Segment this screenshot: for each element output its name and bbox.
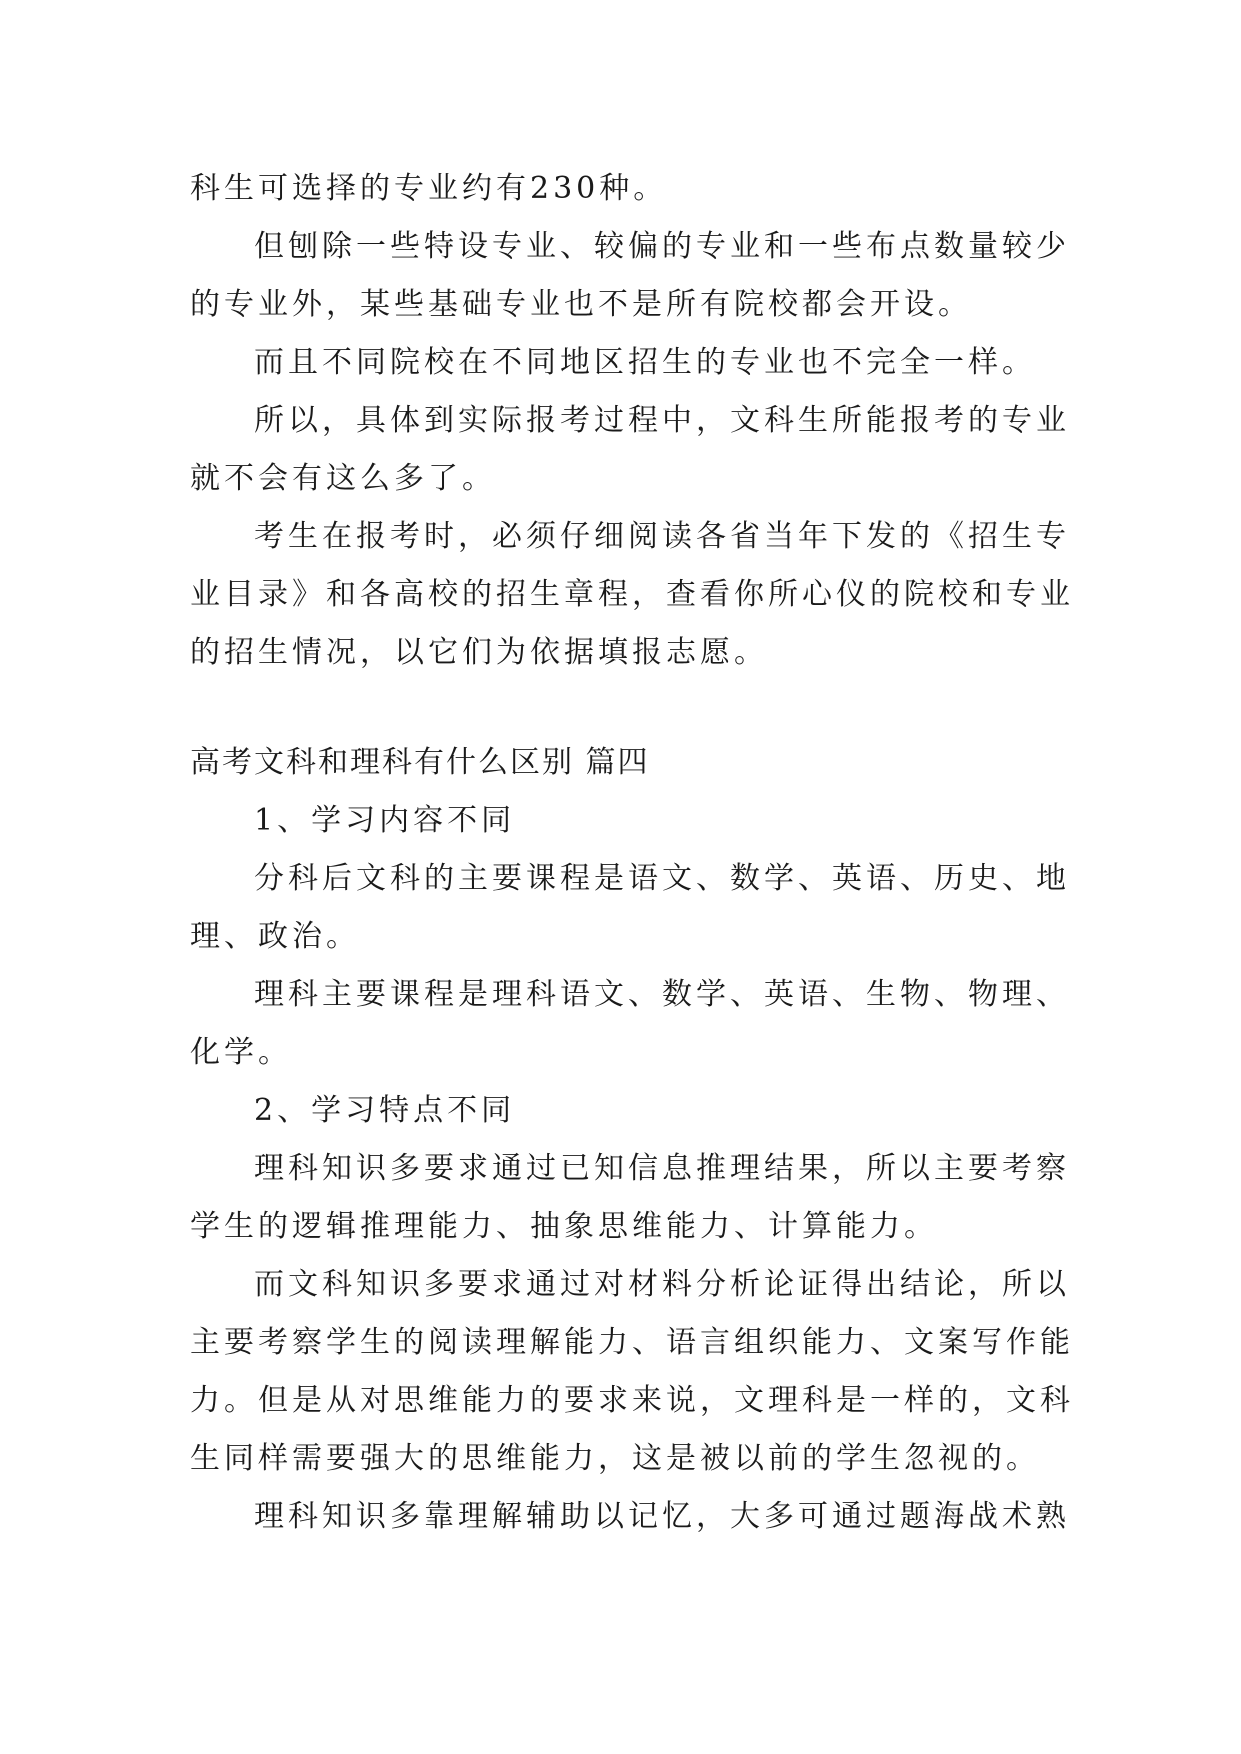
paragraph-line: 学生的逻辑推理能力、抽象思维能力、计算能力。 [190,1209,938,1244]
section-heading: 高考文科和理科有什么区别 篇四 [190,745,650,780]
paragraph-line: 就不会有这么多了。 [190,461,496,496]
paragraph-line: 生同样需要强大的思维能力，这是被以前的学生忽视的。 [190,1441,1040,1476]
paragraph-line: 考生在报考时，必须仔细阅读各省当年下发的《招生专 [254,519,1070,554]
document-body [190,160,1074,1546]
subheading-line: 2、学习特点不同 [254,1093,516,1128]
paragraph-line: 所以，具体到实际报考过程中，文科生所能报考的专业 [254,403,1070,438]
paragraph-line: 但刨除一些特设专业、较偏的专业和一些布点数量较少 [254,229,1070,264]
paragraph-line: 而文科知识多要求通过对材料分析论证得出结论，所以 [254,1267,1070,1302]
paragraph-line: 化学。 [190,1035,292,1070]
paragraph-line: 理科主要课程是理科语文、数学、英语、生物、物理、 [254,977,1070,1012]
paragraph-line: 主要考察学生的阅读理解能力、语言组织能力、文案写作能 [190,1325,1074,1360]
paragraph-line: 力。但是从对思维能力的要求来说，文理科是一样的，文科 [190,1383,1074,1418]
paragraph-line: 理科知识多靠理解辅助以记忆，大多可通过题海战术熟 [254,1499,1070,1534]
paragraph-line: 的招生情况，以它们为依据填报志愿。 [190,635,768,670]
subheading-line: 1、学习内容不同 [254,803,516,838]
paragraph-line: 的专业外，某些基础专业也不是所有院校都会开设。 [190,287,972,322]
paragraph-line: 理科知识多要求通过已知信息推理结果，所以主要考察 [254,1151,1070,1186]
paragraph-line: 理、政治。 [190,919,360,954]
paragraph-line: 分科后文科的主要课程是语文、数学、英语、历史、地 [254,861,1070,896]
paragraph-line: 业目录》和各高校的招生章程，查看你所心仪的院校和专业 [190,577,1074,612]
paragraph-line: 科生可选择的专业约有230种。 [190,171,668,206]
paragraph-line: 而且不同院校在不同地区招生的专业也不完全一样。 [254,345,1036,380]
